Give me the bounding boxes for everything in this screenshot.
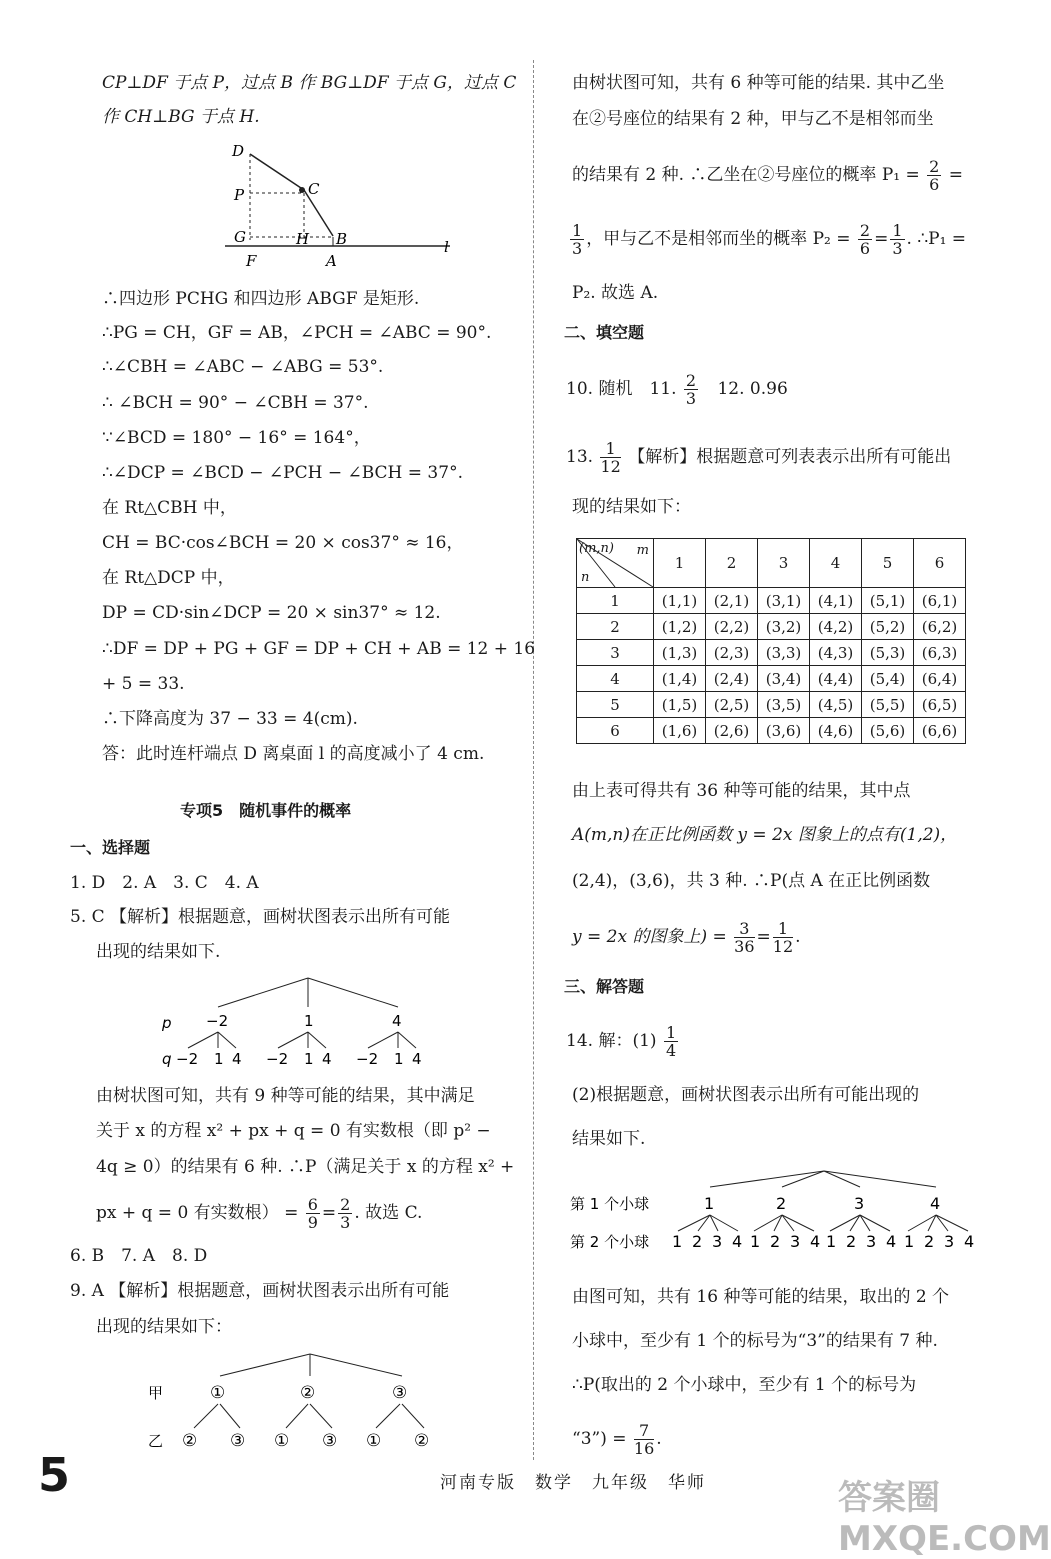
watermark: 答案圈 MXQE.COM: [838, 1478, 1051, 1559]
table-cell: (6,5): [914, 692, 966, 718]
table-cell: (6,3): [914, 640, 966, 666]
col-header: 3: [758, 539, 810, 588]
outcome-table: [576, 538, 966, 744]
table-cell: (4,6): [810, 718, 862, 744]
tree-node: −2: [266, 1050, 289, 1068]
tree-node: 4: [732, 1232, 743, 1251]
tree-node: 3: [712, 1232, 723, 1251]
text-line: 在 Rt△CBH 中，: [102, 498, 237, 518]
text-span: 的结果有 2 种. ∴乙坐在②号座位的概率 P₁ =: [572, 165, 920, 185]
answers-line: 1. D 2. A 3. C 4. A: [70, 873, 259, 893]
table-cell: (3,4): [758, 666, 810, 692]
label-F: F: [246, 252, 257, 270]
text-line: [572, 158, 963, 193]
tree-node: ②: [182, 1431, 198, 1451]
footer-text: 河南专版 数学 九年级 华师: [440, 1473, 706, 1493]
col-header: 5: [862, 539, 914, 588]
text-line: ∵∠BCD = 180° − 16° = 164°，: [102, 428, 371, 448]
table-cell: (4,5): [810, 692, 862, 718]
row-header: 6: [577, 718, 654, 744]
text-line: 5. C 【解析】根据题意，画树状图表示出所有可能: [70, 907, 451, 927]
tree-node: 4: [232, 1050, 242, 1068]
table-cell: (6,2): [914, 614, 966, 640]
table-cell: (2,2): [706, 614, 758, 640]
text-span: 10. 随机 11.: [566, 379, 677, 399]
table-header-row: [577, 539, 966, 588]
column-divider: [533, 60, 534, 1460]
text-line: 关于 x 的方程 x² + px + q = 0 有实数根（即 p² −: [96, 1121, 491, 1141]
text-line: px + q = 0 有实数根） = $\frac{6}{9}$ = $\frac{2}{3}$ . 故选 C.: [96, 1195, 423, 1232]
table-cell: (2,5): [706, 692, 758, 718]
text-line: [572, 1422, 662, 1457]
first-ball-label: 第 1 个小球: [570, 1195, 650, 1213]
label-C: C: [308, 180, 320, 198]
text-line: 在 Rt△DCP 中，: [102, 568, 235, 588]
corner-cell: [577, 539, 654, 588]
tree-diagram-pq: [158, 972, 458, 1072]
text-line: ∴∠DCP = ∠BCD − ∠PCH − ∠BCH = 37°.: [102, 463, 463, 483]
table-cell: (3,2): [758, 614, 810, 640]
label-G: G: [234, 228, 246, 246]
tree-node: 2: [846, 1232, 857, 1251]
section-heading: 三、解答题: [564, 977, 645, 996]
text-line: DP = CD·sin∠DCP = 20 × sin37° ≈ 12.: [102, 603, 441, 623]
fraction: $\frac{2}{6}$: [929, 157, 940, 194]
table-cell: (5,5): [862, 692, 914, 718]
tree-node: 4: [810, 1232, 821, 1251]
table-cell: (5,1): [862, 588, 914, 614]
section-heading: 一、选择题: [70, 838, 151, 857]
table-cell: (6,1): [914, 588, 966, 614]
text-span: 14. 解：(1): [566, 1031, 657, 1051]
text-span: .: [656, 1429, 662, 1449]
text-span: 13.: [566, 447, 594, 467]
corner-n: n: [581, 570, 590, 585]
text-span: =: [948, 165, 963, 185]
label-A: A: [326, 252, 337, 270]
text-line: [566, 440, 951, 475]
tree-node: −2: [176, 1050, 199, 1068]
text-line: 由上表可得共有 36 种等可能的结果，其中点: [572, 781, 911, 801]
row-header: 4: [577, 666, 654, 692]
corner-mn: (m,n): [579, 541, 614, 556]
table-row: [577, 588, 966, 614]
text-span: . 故选 C.: [354, 1203, 423, 1223]
tree-node: −2: [356, 1050, 379, 1068]
fraction: $\frac{1}{3}$: [892, 221, 903, 258]
col-header: 4: [810, 539, 862, 588]
text-line: A(m,n)在正比例函数 y = 2x 图象上的点有(1,2)，: [572, 825, 958, 845]
text-span: . ∴P₁ =: [906, 229, 967, 249]
tree-node: 4: [930, 1194, 941, 1213]
text-line: y = 2x 的图象上) = $\frac{3}{36}$ = $\frac{1}{12}$ .: [572, 919, 801, 956]
text-line: ∴∠CBH = ∠ABC − ∠ABG = 53°.: [102, 357, 384, 377]
text-span: “3”) =: [572, 1429, 627, 1449]
tree-node: 4: [412, 1050, 422, 1068]
row-header: 3: [577, 640, 654, 666]
table-cell: (5,4): [862, 666, 914, 692]
table-cell: (1,5): [654, 692, 706, 718]
table-row: [577, 718, 966, 744]
table-cell: (1,4): [654, 666, 706, 692]
text-line: P₂. 故选 A.: [572, 283, 659, 303]
label-l: l: [444, 238, 449, 256]
tree-node: 1: [704, 1194, 715, 1213]
fraction: $\frac{1}{12}$: [600, 439, 621, 476]
tree-diagram-seats: [140, 1348, 460, 1458]
text-line: 由树状图可知，共有 9 种等可能的结果，其中满足: [96, 1086, 475, 1106]
corner-m: m: [636, 543, 649, 558]
table-cell: (4,4): [810, 666, 862, 692]
label-P: P: [234, 186, 245, 204]
tree-node: 1: [750, 1232, 761, 1251]
second-ball-label: 第 2 个小球: [570, 1233, 650, 1251]
tree-node: 2: [770, 1232, 781, 1251]
geometry-figure: [220, 136, 460, 276]
text-line: 4q ≥ 0）的结果有 6 种. ∴P（满足关于 x 的方程 x² +: [96, 1157, 515, 1177]
tree-node: ③: [322, 1431, 338, 1451]
text-span: 12. 0.96: [717, 379, 788, 399]
tree-node: ①: [210, 1383, 226, 1403]
text-line: 答：此时连杆端点 D 离桌面 l 的高度减小了 4 cm.: [102, 744, 485, 764]
tree-node: ①: [366, 1431, 382, 1451]
table-row: [577, 640, 966, 666]
table-cell: (5,6): [862, 718, 914, 744]
text-line: 结果如下.: [572, 1129, 646, 1149]
tree-node: 4: [886, 1232, 897, 1251]
tree-node: 2: [776, 1194, 787, 1213]
table-cell: (2,1): [706, 588, 758, 614]
table-cell: (1,3): [654, 640, 706, 666]
section-heading: 二、填空题: [564, 323, 645, 342]
yi-label: 乙: [148, 1432, 164, 1450]
text-line: 出现的结果如下：: [96, 1317, 232, 1337]
table-row: [577, 614, 966, 640]
tree-node: ③: [392, 1383, 408, 1403]
text-line: 小球中，至少有 1 个的标号为“3”的结果有 7 种.: [572, 1331, 938, 1351]
tree-node: 3: [944, 1232, 955, 1251]
fraction: $\frac{1}{4}$: [665, 1023, 677, 1060]
col-header: 2: [706, 539, 758, 588]
tree-node: 1: [672, 1232, 683, 1251]
text-span: px + q = 0 有实数根） =: [96, 1203, 299, 1223]
tree-node: 2: [692, 1232, 703, 1251]
text-line: ∴DF = DP + PG + GF = DP + CH + AB = 12 + 16: [102, 639, 536, 659]
row-header: 2: [577, 614, 654, 640]
table-cell: (4,1): [810, 588, 862, 614]
text-span: ，甲与乙不是相邻而坐的概率 P₂ =: [586, 229, 851, 249]
tree-node: 1: [826, 1232, 837, 1251]
text-line: 由树状图可知，共有 6 种等可能的结果. 其中乙坐: [572, 73, 945, 93]
text-line: 由图可知，共有 16 种等可能的结果，取出的 2 个: [572, 1287, 950, 1307]
tree-node: ②: [300, 1383, 316, 1403]
table-cell: (3,6): [758, 718, 810, 744]
fraction: $\frac{1}{12}$: [772, 919, 794, 956]
jia-label: 甲: [148, 1384, 164, 1402]
label-D: D: [232, 142, 245, 160]
text-line: $\frac{1}{3}$ ，甲与乙不是相邻而坐的概率 P₂ = $\frac{2}{6}$ = $\frac{1}{3}$ . ∴P₁ =: [572, 221, 967, 258]
table-row: [577, 666, 966, 692]
fraction: $\frac{2}{3}$: [340, 1195, 351, 1232]
text-line: + 5 = 33.: [102, 674, 185, 694]
text-line: (2)根据题意，画树状图表示出所有可能出现的: [572, 1085, 920, 1105]
fraction: $\frac{3}{36}$: [734, 919, 755, 956]
table-cell: (6,4): [914, 666, 966, 692]
text-line: 现的结果如下：: [572, 497, 691, 517]
table-cell: (1,1): [654, 588, 706, 614]
text-line: (2,4)，(3,6)，共 3 种. ∴P(点 A 在正比例函数: [572, 871, 931, 891]
tree-node: 1: [904, 1232, 915, 1251]
table-cell: (5,2): [862, 614, 914, 640]
table-cell: (6,6): [914, 718, 966, 744]
section-title: 专项5 随机事件的概率: [180, 801, 352, 820]
tree-node: 1: [304, 1050, 314, 1068]
label-B: B: [336, 230, 348, 248]
tree-node: ①: [274, 1431, 290, 1451]
table-cell: (4,2): [810, 614, 862, 640]
table-cell: (2,4): [706, 666, 758, 692]
text-line: 在②号座位的结果有 2 种，甲与乙不是相邻而坐: [572, 109, 934, 129]
table-cell: (3,5): [758, 692, 810, 718]
text-span: 【解析】根据题意可列表表示出所有可能出: [628, 447, 952, 467]
table-row: [577, 692, 966, 718]
tree-node: ②: [414, 1431, 430, 1451]
tree-node: 4: [964, 1232, 975, 1251]
table-cell: (4,3): [810, 640, 862, 666]
row-header: 1: [577, 588, 654, 614]
text-line: [566, 1024, 680, 1059]
tree-node: 1: [394, 1050, 404, 1068]
table-cell: (2,3): [706, 640, 758, 666]
table-cell: (1,2): [654, 614, 706, 640]
text-line: CP⊥DF 于点 P，过点 B 作 BG⊥DF 于点 G，过点 C: [102, 73, 517, 93]
fraction: $\frac{1}{3}$: [572, 221, 583, 258]
fill-answers: [566, 372, 788, 407]
tree-node: −2: [206, 1012, 229, 1030]
tree-node: 2: [924, 1232, 935, 1251]
tree-node: ③: [230, 1431, 246, 1451]
tree-node: 3: [854, 1194, 865, 1213]
label-H: H: [296, 230, 310, 248]
tree-node: 1: [304, 1012, 314, 1030]
text-line: 作 CH⊥BG 于点 H.: [102, 107, 260, 127]
answers-line: 6. B 7. A 8. D: [70, 1246, 208, 1266]
q-label: q: [162, 1050, 172, 1068]
col-header: 6: [914, 539, 966, 588]
page-number: 5: [38, 1448, 71, 1502]
table-cell: (3,3): [758, 640, 810, 666]
text-line: 出现的结果如下.: [96, 942, 221, 962]
tree-node: 4: [322, 1050, 332, 1068]
text-line: 9. A 【解析】根据题意，画树状图表示出所有可能: [70, 1281, 450, 1301]
table-cell: (2,6): [706, 718, 758, 744]
text-line: ∴四边形 PCHG 和四边形 ABGF 是矩形.: [102, 289, 420, 309]
tree-node: 3: [866, 1232, 877, 1251]
text-line: ∴P(取出的 2 个小球中，至少有 1 个的标号为: [572, 1375, 917, 1395]
tree-diagram-balls: [568, 1165, 988, 1255]
row-header: 5: [577, 692, 654, 718]
fraction: $\frac{2}{6}$: [859, 221, 871, 258]
tree-node: 3: [790, 1232, 801, 1251]
text-line: ∴下降高度为 37 − 33 = 4(cm).: [102, 709, 358, 729]
table-cell: (1,6): [654, 718, 706, 744]
tree-node: 1: [214, 1050, 224, 1068]
text-line: ∴ ∠BCH = 90° − ∠CBH = 37°.: [102, 393, 369, 413]
table-cell: (3,1): [758, 588, 810, 614]
text-span: y = 2x 的图象上) =: [572, 927, 727, 947]
p-label: p: [162, 1014, 172, 1032]
tree-node: 4: [392, 1012, 402, 1030]
text-line: ∴PG = CH，GF = AB，∠PCH = ∠ABC = 90°.: [102, 323, 492, 343]
text-span: .: [795, 927, 801, 947]
fraction: $\frac{6}{9}$: [307, 1195, 318, 1232]
fraction: $\frac{2}{3}$: [685, 371, 697, 408]
col-header: 1: [654, 539, 706, 588]
text-line: CH = BC·cos∠BCH = 20 × cos37° ≈ 16，: [102, 533, 464, 553]
table-cell: (5,3): [862, 640, 914, 666]
fraction: $\frac{7}{16}$: [633, 1421, 655, 1458]
